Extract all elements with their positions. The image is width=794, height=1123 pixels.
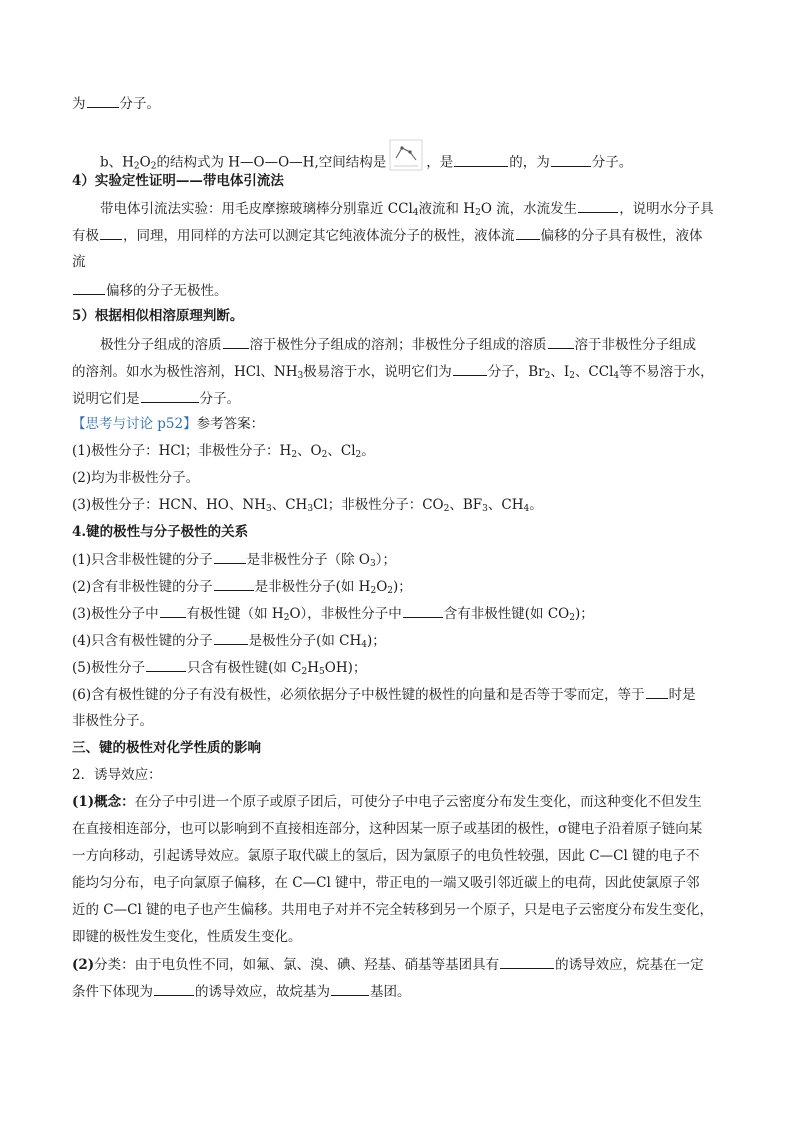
section-heading: 5）根据相似相溶原理判断。 <box>72 308 244 324</box>
text-line: 为 分子。 <box>72 96 160 112</box>
fill-blank[interactable] <box>578 199 618 213</box>
text-line: (4)只含有极性键的分子 是极性分子(如 $CH_4$)； <box>72 633 386 650</box>
text-line: 即键的极性发生变化，性质发生变化。 <box>72 929 302 945</box>
fill-blank[interactable] <box>214 631 248 645</box>
section-heading: 三、键的极性对化学性质的影响 <box>72 740 261 756</box>
text-line: 非极性分子。 <box>72 713 153 729</box>
text-line: (2)含有非极性键的分子 是非极性分子(如 $H_2O_2$)； <box>72 579 412 596</box>
fill-blank[interactable] <box>403 604 443 618</box>
text-line: 流 <box>72 254 86 270</box>
fill-blank[interactable] <box>100 226 122 240</box>
text-line: 【思考与讨论 p52】参考答案： <box>72 416 265 432</box>
fill-blank[interactable] <box>223 335 249 349</box>
fill-blank[interactable] <box>154 982 194 996</box>
fill-blank[interactable] <box>516 226 540 240</box>
fill-blank[interactable] <box>146 658 186 672</box>
text-line: 偏移的分子无极性。 <box>72 281 228 300</box>
text-line: (5)极性分子 只含有极性键(如 $C_2H_5OH$)； <box>72 660 367 677</box>
fill-blank[interactable] <box>453 362 487 376</box>
fill-blank[interactable] <box>73 281 105 295</box>
h2o2-structure-icon <box>388 138 424 172</box>
text-line: 条件下体现为 的诱导效应，故烷基为 基团。 <box>72 984 411 1000</box>
text-line: (6)含有极性键的分子有没有极性，必须依据分子中极性键的极性的向量和是否等于零而定，等于 时是 <box>72 687 696 703</box>
fill-blank[interactable] <box>331 982 369 996</box>
fill-blank[interactable] <box>551 153 591 167</box>
fill-blank[interactable] <box>646 685 668 699</box>
text-line: 近的 C—Cl 键的电子也产生偏移。共用电子对并不完全转移到另一个原子，只是电子云密度分布发生变化， <box>72 902 714 918</box>
text-line: (2)均为非极性分子。 <box>72 470 200 486</box>
text-line: (1)概念：在分子中引进一个原子或原子团后，可使分子中电子云密度分布发生变化，而这种变化不但发生 <box>72 794 702 810</box>
text-line: 能均匀分布，电子向氯原子偏移，在 C—Cl 键中，带正电的一端又吸引邻近碳上的电荷，因此使氯原子邻 <box>72 875 700 891</box>
fill-blank[interactable] <box>141 389 199 403</box>
fill-blank[interactable] <box>214 577 254 591</box>
fill-blank[interactable] <box>500 955 554 969</box>
text-line: 有极 ，同理，用同样的方法可以测定其它纯液体流分子的极性，液体流 偏移的分子具有极性，液体 <box>72 228 703 244</box>
text-line: 带电体引流法实验：用毛皮摩擦玻璃棒分别靠近 CCl$_4$液流和 $H_2O$ 流，水流发生 ，说明水分子具 <box>100 201 714 218</box>
fill-blank[interactable] <box>87 94 119 108</box>
text-line: 极性分子组成的溶质 溶于极性分子组成的溶剂；非极性分子组成的溶质 溶于非极性分子组成 <box>100 337 696 353</box>
text-line: 在直接相连部分，也可以影响到不直接相连部分，这种因某一原子或基团的极性，σ键电子沿着原子链向某 <box>72 821 703 837</box>
text-line: 说明它们是 分子。 <box>72 391 240 407</box>
text-line: (1)只含非极性键的分子 是非极性分子（除 $O_3$）； <box>72 552 396 569</box>
text-line: 一方向移动，引起诱导效应。氯原子取代碳上的氢后，因为氯原子的电负性较强，因此 C—Cl 键的电子不 <box>72 848 700 864</box>
text-line: (3)极性分子中 有极性键（如 $H_2O$），非极性分子中 含有非极性键(如 $CO_2$)； <box>72 606 594 623</box>
fill-blank[interactable] <box>214 550 246 564</box>
text-line: (1)极性分子：HCl；非极性分子：$H_2$、$O_2$、$Cl_2$。 <box>72 443 375 460</box>
fill-blank[interactable] <box>548 335 574 349</box>
text-line: (3)极性分子：HCN、HO、$NH_3$、$CH_3Cl$；非极性分子：$CO_2$、$BF_3$、$CH_4$。 <box>72 497 543 514</box>
fill-blank[interactable] <box>160 604 186 618</box>
fill-blank[interactable] <box>454 153 508 167</box>
text-line: 2．诱导效应： <box>72 767 162 783</box>
discussion-tag: 【思考与讨论 p52】 <box>72 416 197 432</box>
text-line: (2)分类：由于电负性不同，如氟、氯、溴、碘、羟基、硝基等基团具有 的诱导效应，烷基在一定 <box>72 957 704 973</box>
section-heading: 4）实验定性证明——带电体引流法 <box>72 173 284 189</box>
section-heading: 4.键的极性与分子极性的关系 <box>72 524 249 540</box>
text-line: 的溶剂。如水为极性溶剂，HCl、$NH_3$极易溶于水，说明它们为 分子，$Br_2$、$I_2$、CCl$_4$等不易溶于水， <box>72 364 714 381</box>
text-line: b、$H_2O_2$的结构式为 H—O—O—H,空间结构是 ，是 的，为 分子。 <box>100 146 632 180</box>
